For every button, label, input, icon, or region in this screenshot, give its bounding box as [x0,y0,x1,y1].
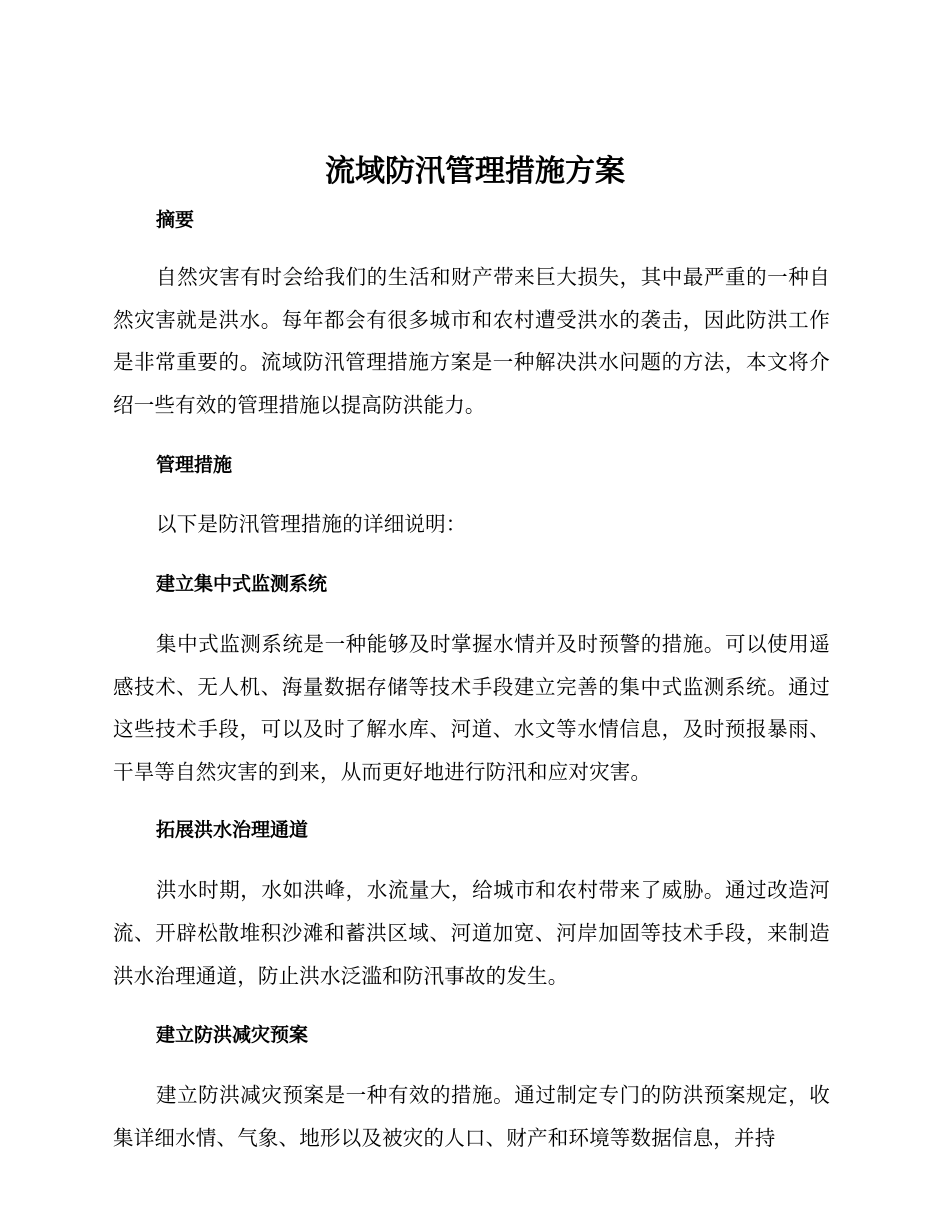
flood-channel-heading: 拓展洪水治理通道 [156,819,309,842]
monitoring-paragraph: 集中式监测系统是一种能够及时掌握水情并及时预警的措施。可以使用遥感技术、无人机、海量数据存储等技术手段建立完善的集中式监测系统。通过这些技术手段，可以及时了解水库、河道、水文等水情信息，及时预报暴雨、干旱等自然灾害的到来，从而更好地进行防汛和应对灾害。 [113,631,830,784]
measures-intro-paragraph: 以下是防汛管理措施的详细说明： [156,512,467,537]
measures-heading: 管理措施 [156,454,233,477]
document-title: 流域防汛管理措施方案 [325,154,625,189]
document-body [113,200,830,1159]
abstract-heading: 摘要 [156,209,195,231]
monitoring-heading: 建立集中式监测系统 [156,572,328,595]
flood-channel-paragraph: 洪水时期，水如洪峰，水流量大，给城市和农村带来了威胁。通过改造河流、开辟松散堆积沙滩和蓄洪区域、河道加宽、河岸加固等技术手段，来制造洪水治理通道，防止洪水泛滥和防汛事故的发生。 [113,878,830,988]
abstract-paragraph: 自然灾害有时会给我们的生活和财产带来巨大损失，其中最严重的一种自然灾害就是洪水。每年都会有很多城市和农村遭受洪水的袭击，因此防洪工作是非常重要的。流域防汛管理措施方案是一种解决洪水问题的方法，本文将介绍一些有效的管理措施以提高防洪能力。 [113,265,830,417]
disaster-plan-paragraph: 建立防洪减灾预案是一种有效的措施。通过制定专门的防洪预案规定，收集详细水情、气象、地形以及被灾的人口、财产和环境等数据信息，并持 [113,1083,830,1150]
disaster-plan-heading: 建立防洪减灾预案 [156,1024,309,1047]
